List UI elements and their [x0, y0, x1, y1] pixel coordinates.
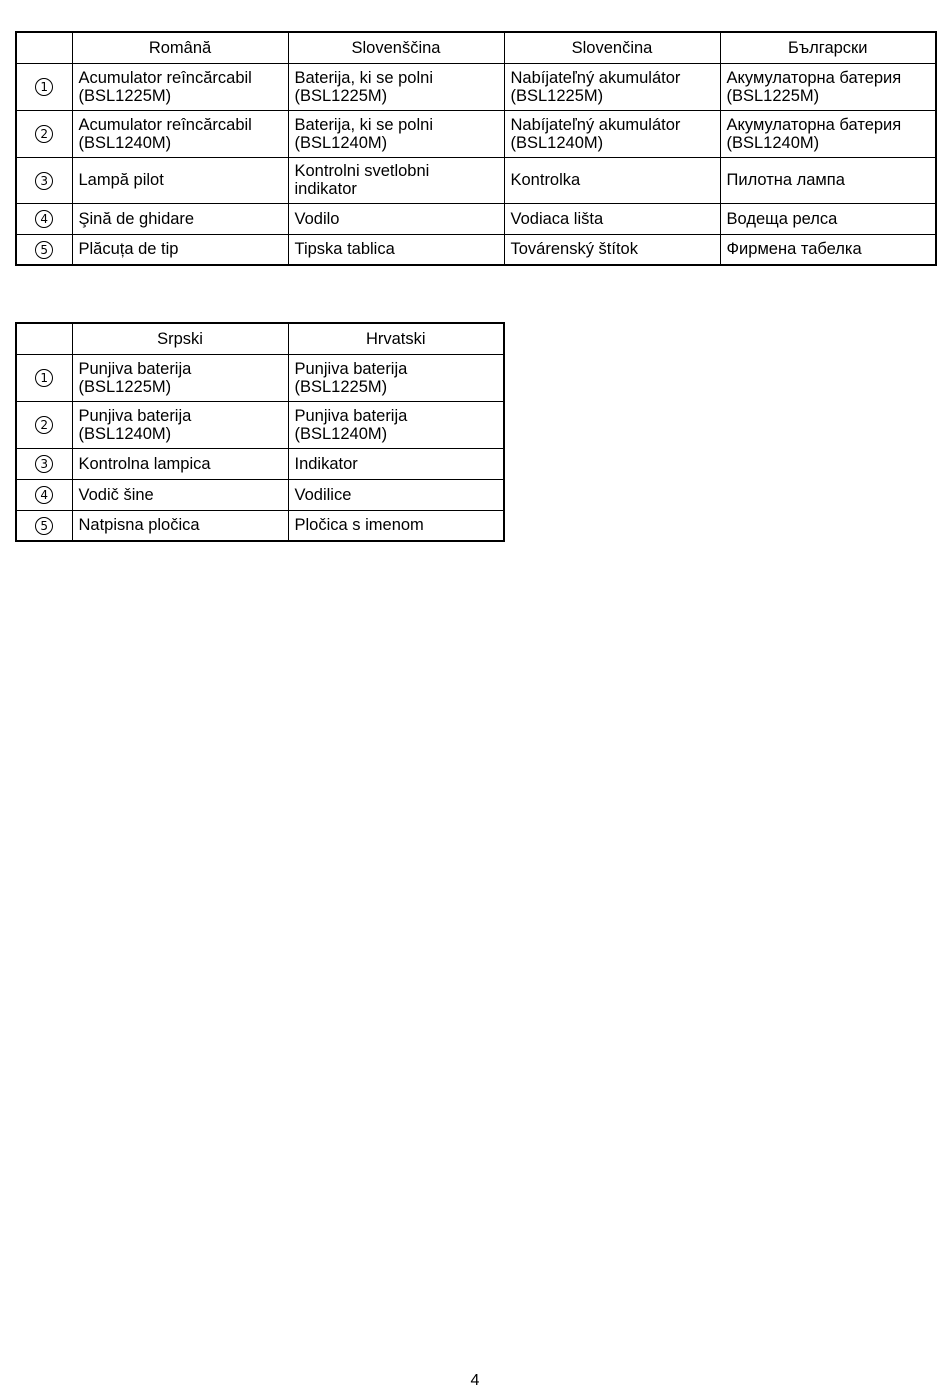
- item-number-cell: [16, 110, 72, 157]
- circled-number: 2: [35, 125, 53, 143]
- parts-legend-table-2: [15, 322, 505, 542]
- cell-slovak: Nabíjateľný akumulátor (BSL1225M): [504, 63, 720, 110]
- table-row: [16, 401, 504, 448]
- cell-slovenian: Vodilo: [288, 203, 504, 234]
- header-bulgarian: Български: [720, 32, 936, 63]
- header-number-cell: [16, 323, 72, 354]
- cell-slovenian: Baterija, ki se polni (BSL1240M): [288, 110, 504, 157]
- cell-serbian: Natpisna pločica: [72, 510, 288, 541]
- table-row: [16, 479, 504, 510]
- circled-number: 1: [35, 369, 53, 387]
- table-row: [16, 110, 936, 157]
- cell-bulgarian: Фирмена табелка: [720, 234, 936, 265]
- cell-slovak: Vodiaca lišta: [504, 203, 720, 234]
- cell-romanian: Acumulator reîncărcabil (BSL1225M): [72, 63, 288, 110]
- header-croatian: Hrvatski: [288, 323, 504, 354]
- cell-serbian: Punjiva baterija (BSL1240M): [72, 401, 288, 448]
- circled-number: 3: [35, 172, 53, 190]
- table-row: [16, 354, 504, 401]
- cell-serbian: Kontrolna lampica: [72, 448, 288, 479]
- cell-bulgarian: Водеща релса: [720, 203, 936, 234]
- table-row: [16, 203, 936, 234]
- item-number-cell: [16, 203, 72, 234]
- header-serbian: Srpski: [72, 323, 288, 354]
- table-row: [16, 63, 936, 110]
- cell-slovenian: Tipska tablica: [288, 234, 504, 265]
- table-row: [16, 157, 936, 203]
- cell-bulgarian: Пилотна лампа: [720, 157, 936, 203]
- circled-number: 4: [35, 486, 53, 504]
- cell-croatian: Pločica s imenom: [288, 510, 504, 541]
- header-slovak: Slovenčina: [504, 32, 720, 63]
- table-header-row: [16, 32, 936, 63]
- cell-bulgarian: Акумулаторна батерия (BSL1225M): [720, 63, 936, 110]
- item-number-cell: [16, 401, 72, 448]
- item-number-cell: [16, 448, 72, 479]
- header-number-cell: [16, 32, 72, 63]
- item-number-cell: [16, 354, 72, 401]
- item-number-cell: [16, 234, 72, 265]
- cell-slovenian: Kontrolni svetlobni indikator: [288, 157, 504, 203]
- item-number-cell: [16, 63, 72, 110]
- cell-romanian: Lampă pilot: [72, 157, 288, 203]
- cell-serbian: Punjiva baterija (BSL1225M): [72, 354, 288, 401]
- circled-number: 5: [35, 517, 53, 535]
- cell-slovak: Kontrolka: [504, 157, 720, 203]
- page-number: 4: [470, 1372, 480, 1389]
- cell-slovak: Továrenský štítok: [504, 234, 720, 265]
- item-number-cell: [16, 479, 72, 510]
- circled-number: 2: [35, 416, 53, 434]
- circled-number: 5: [35, 241, 53, 259]
- cell-bulgarian: Акумулаторна батерия (BSL1240M): [720, 110, 936, 157]
- cell-slovak: Nabíjateľný akumulátor (BSL1240M): [504, 110, 720, 157]
- item-number-cell: [16, 510, 72, 541]
- cell-serbian: Vodič šine: [72, 479, 288, 510]
- header-romanian: Română: [72, 32, 288, 63]
- circled-number: 3: [35, 455, 53, 473]
- circled-number: 1: [35, 78, 53, 96]
- table-row: [16, 234, 936, 265]
- cell-croatian: Vodilice: [288, 479, 504, 510]
- circled-number: 4: [35, 210, 53, 228]
- cell-slovenian: Baterija, ki se polni (BSL1225M): [288, 63, 504, 110]
- item-number-cell: [16, 157, 72, 203]
- cell-romanian: Plăcuța de tip: [72, 234, 288, 265]
- cell-romanian: Acumulator reîncărcabil (BSL1240M): [72, 110, 288, 157]
- parts-legend-table-1: [15, 31, 937, 266]
- table-row: [16, 448, 504, 479]
- cell-romanian: Şină de ghidare: [72, 203, 288, 234]
- cell-croatian: Punjiva baterija (BSL1240M): [288, 401, 504, 448]
- cell-croatian: Punjiva baterija (BSL1225M): [288, 354, 504, 401]
- table-header-row: [16, 323, 504, 354]
- header-slovenian: Slovenščina: [288, 32, 504, 63]
- cell-croatian: Indikator: [288, 448, 504, 479]
- table-row: [16, 510, 504, 541]
